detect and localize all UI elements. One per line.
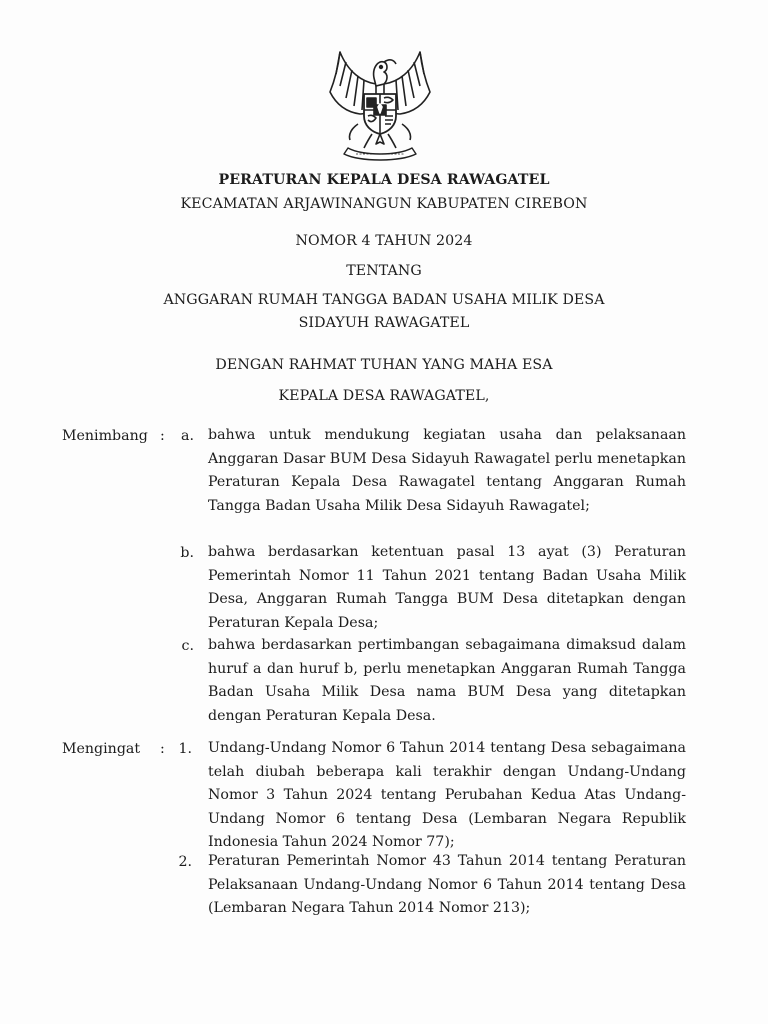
- authority-line: KEPALA DESA RAWAGATEL,: [278, 388, 490, 404]
- blessing-line: DENGAN RAHMAT TUHAN YANG MAHA ESA: [215, 357, 553, 373]
- regulation-subject-line2: SIDAYUH RAWAGATEL: [298, 315, 470, 331]
- menimbang-marker-b: b.: [180, 545, 194, 561]
- regulation-subject-line1: ANGGARAN RUMAH TANGGA BADAN USAHA MILIK DESA: [163, 292, 605, 308]
- regulation-region: KECAMATAN ARJAWINANGUN KABUPATEN CIREBON: [180, 196, 588, 212]
- mengingat-item-1: Undang-Undang Nomor 6 Tahun 2014 tentang Desa sebagaimana telah diubah beberapa kali terakhir dengan Undang-Undang Nomor 3 Tahun 2024 tentang Perubahan Kedua Atas Undang-Undang Nomor 6 tentang Desa (Lembaran Negara Republik Indonesia Tahun 2024 Nomor 77);: [208, 740, 686, 851]
- menimbang-marker-a: a.: [181, 428, 194, 444]
- menimbang-item-c: bahwa berdasarkan pertimbangan sebagaimana dimaksud dalam huruf a dan huruf b, perlu menetapkan Anggaran Rumah Tangga Badan Usaha Milik Desa nama BUM Desa yang ditetapkan dengan Peraturan Kepala Desa.: [208, 637, 686, 724]
- mengingat-label: Mengingat: [62, 741, 141, 757]
- mengingat-marker-2: 2.: [178, 854, 192, 870]
- menimbang-label: Menimbang: [62, 428, 148, 444]
- garuda-emblem-icon: [318, 44, 442, 168]
- regulation-about: TENTANG: [346, 263, 422, 279]
- regulation-title: PERATURAN KEPALA DESA RAWAGATEL: [218, 172, 550, 188]
- menimbang-marker-c: c.: [181, 638, 194, 654]
- menimbang-item-a: bahwa untuk mendukung kegiatan usaha dan pelaksanaan Anggaran Dasar BUM Desa Sidayuh Rawagatel perlu menetapkan Peraturan Kepala Desa Rawagatel tentang Anggaran Rumah Tangga Badan Usaha Milik Desa Sidayuh Rawagatel;: [208, 427, 686, 514]
- mengingat-marker-1: 1.: [178, 741, 192, 757]
- menimbang-colon: :: [160, 428, 165, 444]
- regulation-number: NOMOR 4 TAHUN 2024: [295, 233, 473, 249]
- menimbang-item-b: bahwa berdasarkan ketentuan pasal 13 ayat (3) Peraturan Pemerintah Nomor 11 Tahun 2021 tentang Badan Usaha Milik Desa, Anggaran Rumah Tangga BUM Desa ditetapkan dengan Peraturan Kepala Desa;: [208, 544, 686, 631]
- mengingat-item-2: Peraturan Pemerintah Nomor 43 Tahun 2014 tentang Peraturan Pelaksanaan Undang-Undang Nomor 6 Tahun 2014 tentang Desa (Lembaran Negara Tahun 2014 Nomor 213);: [208, 853, 686, 917]
- mengingat-colon: :: [160, 741, 165, 757]
